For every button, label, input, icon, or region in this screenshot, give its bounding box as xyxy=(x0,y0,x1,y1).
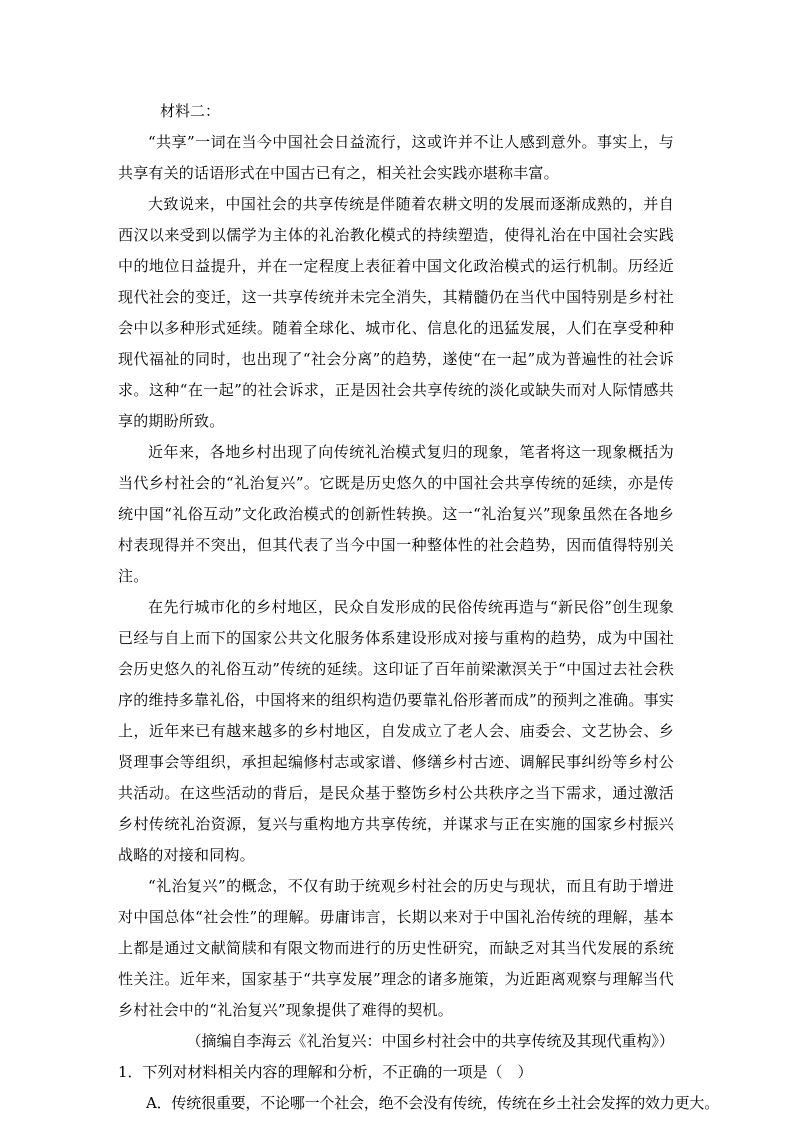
paragraph-4: 在先行城市化的乡村地区，民众自发形成的民俗传统再造与“新民俗”创生现象已经与自上而下的国家公共文化服务体系建设形成对接与重构的趋势，成为中国社会历史悠久的礼俗互动”传统的延续。这印证了百年前梁漱溟关于“中国过去社会秩序的维持多靠礼俗，中国将来的组织构造仍要靠礼俗形著而成”的预判之准确。事实上，近年来已有越来越多的乡村地区，自发成立了老人会、庙委会、文艺协会、乡贤理事会等组织，承担起编修村志或家谱、修缮乡村古迹、调解民事纠纷等乡村公共活动。在这些活动的背后，是民众基于整饬乡村公共秩序之当下需求，通过激活乡村传统礼治资源，复兴与重构地方共享传统，并谋求与正在实施的国家乡村振兴战略的对接和同构。 xyxy=(118,598,674,864)
paragraph-1: “共享”一词在当今中国社会日益流行，这或许并不让人感到意外。事实上，与共享有关的话语形式在中国古已有之，相关社会实践亦堪称丰富。 xyxy=(118,133,674,182)
paragraph-5: “礼治复兴”的概念，不仅有助于统观乡村社会的历史与现状，而且有助于增进对中国总体“社会性”的理解。毋庸讳言，长期以来对于中国礼治传统的理解，基本上都是通过文献简牍和有限文物而进行的历史性研究，而缺乏对其当代发展的系统性关注。近年来，国家基于“共享发展”理念的诸多施策，为近距离观察与理解当代乡村社会中的“礼治复兴”现象提供了难得的契机。 xyxy=(118,877,674,1019)
paragraph-2: 大致说来，中国社会的共享传统是伴随着农耕文明的发展而逐渐成熟的，并自西汉以来受到以儒学为主体的礼治教化模式的持续塑造，使得礼治在中国社会实践中的地位日益提升，并在一定程度上表征着中国文化政治模式的运行机制。历经近现代社会的变迁，这一共享传统并未完全消失，其精髓仍在当代中国特别是乡村社会中以多种形式延续。随着全球化、城市化、信息化的迅猛发展，人们在享受种种现代福祉的同时，也出现了“社会分离”的趋势，遂使“在一起”成为普遍性的社会诉求。这种“在一起”的社会诉求，正是因社会共享传统的淡化或缺失而对人际情感共享的期盼所致。 xyxy=(118,195,674,430)
option-a: A．传统很重要，不论哪一个社会，绝不会没有传统，传统在乡土社会发挥的效力更大。 xyxy=(146,1094,720,1112)
paragraph-3: 近年来，各地乡村出现了向传统礼治模式复归的现象，笔者将这一现象概括为当代乡村社会的“礼治复兴”。它既是历史悠久的中国社会共享传统的延续，亦是传统中国“礼俗互动”文化政治模式的创新性转换。这一“礼治复兴”现象虽然在各地乡村表现得并不突出，但其代表了当今中国一种整体性的社会趋势，因而值得特别关注。 xyxy=(118,443,674,585)
document-body xyxy=(118,96,720,1119)
question-1: 1．下列对材料相关内容的理解和分析，不正确的一项是（ ） xyxy=(118,1063,533,1081)
source-citation: （摘编自李海云《礼治复兴：中国乡村社会中的共享传统及其现代重构》） xyxy=(186,1032,674,1050)
material-heading: 材料二： xyxy=(160,102,221,120)
